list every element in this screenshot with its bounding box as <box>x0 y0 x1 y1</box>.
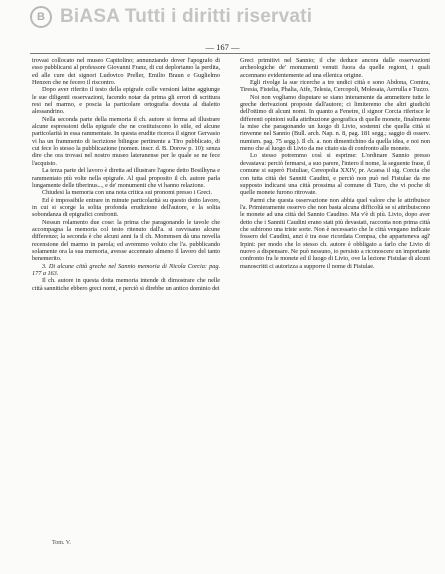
paragraph: trovasi collocato nel museo Capitolino; annunziando dover l'apografo di esso pubblicarsi al professore Giovanni Franz, di cui deploriamo la perdita, ed alle cure dei signori Ludovico Preller, Emilio Braun e Guglielmo Henzen che ne fecero il riscontro. <box>32 57 220 87</box>
right-column <box>240 57 430 270</box>
header-rule <box>30 53 430 54</box>
paragraph: Greci primitivi nel Sannio; il che deduce ancora dalle osservazioni archeologiche de' monumenti venuti fuora da quelle regioni, i quali accennano evidentemente ad una ellenica origine. <box>240 57 430 79</box>
page-number: — 167 — <box>205 42 240 52</box>
paragraph: La terza parte del lavoro è diretta ad illustrare l'agone detto Bosilhyna e rammentato più volte nella epigrafe. Al qual proposito il ch. autore parla lungamente delle tiberinus..., e de' monumenti che vi hanno relazione. <box>32 167 220 189</box>
paragraph: Nella seconda parte della memoria il ch. autore si ferma ad illustrare alcune espressioni della epigrafe che ne costituiscono lo stile, ed alcune particolarità in essa rammentate. In questa erudite ricerca il signor Gervasio vi ha un frammento di iscrizione bilingue pertinente a Tiro pubblicato, di cui fece lo stesso la pubblicazione (nomen. inscr. d. B. Dorow p. 10): senza dire che ora trovasi nel nostro museo lateranense per le quale se ne fece l'acquisto. <box>32 115 220 167</box>
signature-mark: Tom. V. <box>52 540 71 546</box>
left-column <box>32 57 220 292</box>
paragraph: Lo stesso potremmo così si esprime: L'ordinare Sannio presso devastava: perciò fermarsi, a suo parere, l'intero il nome, la seguente frase, il comune si superò Fistuliae, Cereopolia XXIV, pr. Acaesa il sig. Corcia che con tutta città dei Sanniti Caudini, e perciò non può nel Fistulae da me supposto indicarsi una città prossima al comune di Turo, che vi poche di quelle monete furono ritrovate. <box>240 152 430 197</box>
watermark-text: BiASA Tutti i diritti riservati <box>60 6 313 27</box>
paragraph: Parmi che questa osservazione non abbia quel valore che le attribuisce l'a. Primieramente osservo che non basta alcuna difficoltà se si attribuiscono le monete ad una città del Sannio Caudino. Ma v'è di più. Livio, dopo aver detto che i Sanniti Caudini erano stati più devastati, racconta non prima città che subirono una triste sorte. Non è necessario che le città vengano indicate fossero del Caudini, anzi è tra esse ricordata Compsa, che apparteneva agl' Irpini: per modo che lo stesso ch. autore è obbligato a farlo che Livio di nuovo a dispensare. Ne può nessuno, io persisto a riconoscere un importante confronto fra le monete ed il luogo di Livio, ove la lezione Fistulae di alcuni manoscritti ci autorizza a supporre il nome di Fistulae. <box>240 196 430 270</box>
library-logo-icon: B <box>30 6 52 28</box>
section-heading: 3. Di alcune città greche nel Sannio memoria di Nicola Corcia: pag. 177 a 163. <box>32 262 220 277</box>
paragraph: Chiudesi la memoria con una nota critica sui pronomi presso i Greci. <box>42 189 213 197</box>
paragraph: Dopo aver riferito il testo della epigrafe colle versioni latine aggiunge le sue diligenti osservazioni, facendo notar da prima gli errori di scrittura resi nel marmo, e poscia la particolare ortografia dovuta al dialetto alessandrino. <box>32 86 220 116</box>
paragraph: Nessun rolamento due cose: la prima che paragonando le tavole che accompagna la memoria col testo ritenuto dall'a. si ravvisano alcune differenze; la seconda è che alcuni anni fa il ch. Mommsen dà una novella recensione del marmo in parola; ed avremmo voluto che l'a. pubblicando solamente ora la sua memoria, avesse accennato almeno il lavoro del tanto benemerito. <box>32 218 220 263</box>
paragraph: Egli rivolge la sue ricerche a tre undici città e sono Abdona, Comtra, Tiresia, Fistelia, Phalia, Atfe, Telesia, Cercopoli, Molesaia, Aerrulla e Tuzzo. <box>240 79 430 94</box>
paragraph: Noi non vogliamo disputare se siano interamente da ammettere tutte le greche derivazioni proposte dall'autore; ci limiteremo che altri giudichi dell'ottimo di alcuni nomi. In quanto a Fenetre, il signor Corcia riferisce le differenti opinioni sulla attribuzione geografica di quelle monete, finalmente la mise che paragonando un luogo di Livio, sostenni che quella città si rinvenne nel Sannio (Bull. arch. Nap. n. 8, pag. 181 segg.; saggio di osserv. numism. pag. 75 segg.). Il ch. a. non dimentichino da quella idea, e noi non meno che al luogo di Livio da me citato sia di confronto alle monete. <box>240 93 430 153</box>
watermark <box>30 2 430 32</box>
paragraph: Il ch. autore in questa dotta memoria intende di dimostrare che nelle città sannitiche ebbero greci nomi, e perciò si direbbe un antico dominio dei <box>32 277 220 292</box>
paragraph: Ed è impossibile entrare in minute particolarità su questo dotto lavoro, in cui si scorge la solita profonda erudizione dell'autore, e la solita sobondanza di epigrafici confronti. <box>32 196 220 219</box>
